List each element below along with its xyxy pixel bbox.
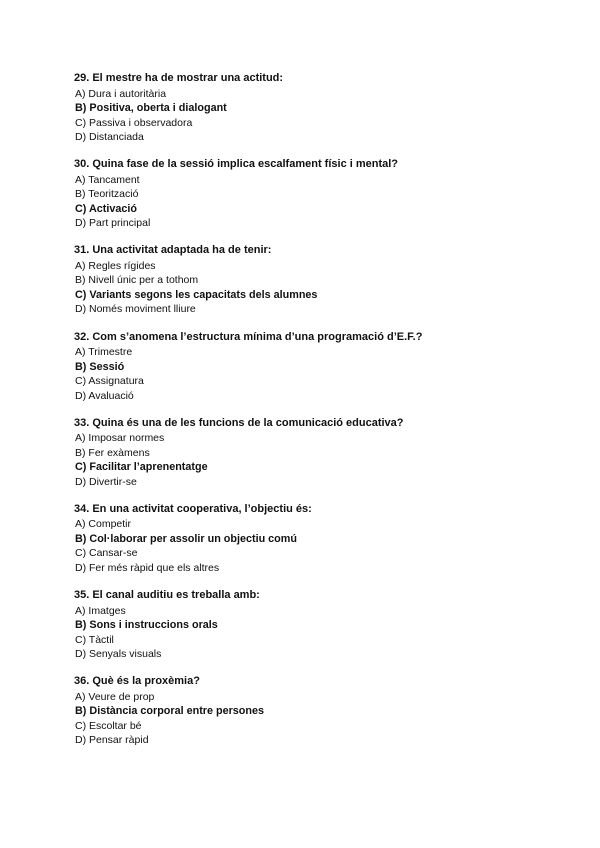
question-title: 36. Què és la proxèmia? [74, 675, 200, 688]
answer-option-a: A) Imposar normes [75, 432, 165, 445]
answer-option-c-correct: C) Activació [75, 202, 137, 215]
question-block [74, 330, 554, 404]
question-block [74, 71, 554, 145]
answer-option-b-correct: B) Positiva, oberta i dialogant [75, 102, 227, 114]
answer-option-d: D) Només moviment lliure [75, 303, 196, 316]
answer-option-b: B) Fer exàmens [75, 446, 150, 459]
question-title: 34. En una activitat cooperativa, l’objectiu és: [74, 502, 312, 515]
answer-option-a: A) Dura i autoritària [75, 87, 167, 100]
answer-option-b-correct: B) Sons i instruccions orals [75, 619, 218, 632]
answer-option-a: A) Tancament [75, 173, 140, 186]
answer-option-c-correct: C) Variants segons les capacitats dels alumnes [75, 288, 318, 301]
answer-option-c: C) Tàctil [75, 633, 114, 646]
answer-option-a: A) Imatges [75, 604, 126, 617]
question-title: 31. Una activitat adaptada ha de tenir: [74, 244, 272, 257]
answer-option-d: D) Avaluació [75, 389, 134, 402]
question-block [74, 243, 554, 317]
answer-option-c: C) Cansar-se [75, 547, 138, 560]
question-title: 29. El mestre ha de mostrar una actitud: [74, 72, 284, 84]
question-title: 32. Com s’anomena l’estructura mínima d’una programació d’E.F.? [74, 330, 423, 343]
answer-option-a: A) Veure de prop [75, 690, 155, 703]
answer-option-c: C) Assignatura [75, 375, 144, 388]
question-block [74, 588, 554, 662]
answer-option-b-correct: B) Distància corporal entre persones [75, 705, 265, 718]
answer-option-c: C) Escoltar bé [75, 719, 142, 732]
answer-option-b: B) Nivell únic per a tothom [75, 274, 199, 287]
question-title: 30. Quina fase de la sessió implica escalfament físic i mental? [74, 158, 399, 171]
answer-option-c: C) Passiva i observadora [75, 116, 193, 129]
question-block [74, 674, 554, 748]
answer-option-d: D) Fer més ràpid que els altres [75, 561, 220, 574]
question-list [74, 71, 554, 761]
answer-option-d: D) Pensar ràpid [75, 734, 149, 747]
answer-option-a: A) Competir [75, 518, 132, 531]
answer-option-a: A) Regles rígides [75, 259, 156, 272]
answer-option-d: D) Divertir-se [75, 475, 137, 488]
answer-option-c-correct: C) Facilitar l’aprenentatge [75, 461, 208, 474]
question-block [74, 502, 554, 576]
answer-option-b: B) Teorització [75, 188, 139, 201]
question-title: 35. El canal auditiu es treballa amb: [74, 589, 260, 602]
answer-option-d: D) Distanciada [75, 131, 144, 143]
question-block [74, 416, 554, 490]
answer-option-a: A) Trimestre [75, 346, 133, 359]
answer-option-b-correct: B) Sessió [75, 360, 125, 373]
question-block [74, 157, 554, 231]
question-title: 33. Quina és una de les funcions de la comunicació educativa? [74, 416, 404, 429]
answer-option-b-correct: B) Col·laborar per assolir un objectiu comú [75, 532, 297, 545]
answer-option-d: D) Senyals visuals [75, 648, 162, 661]
answer-option-d: D) Part principal [75, 217, 151, 230]
